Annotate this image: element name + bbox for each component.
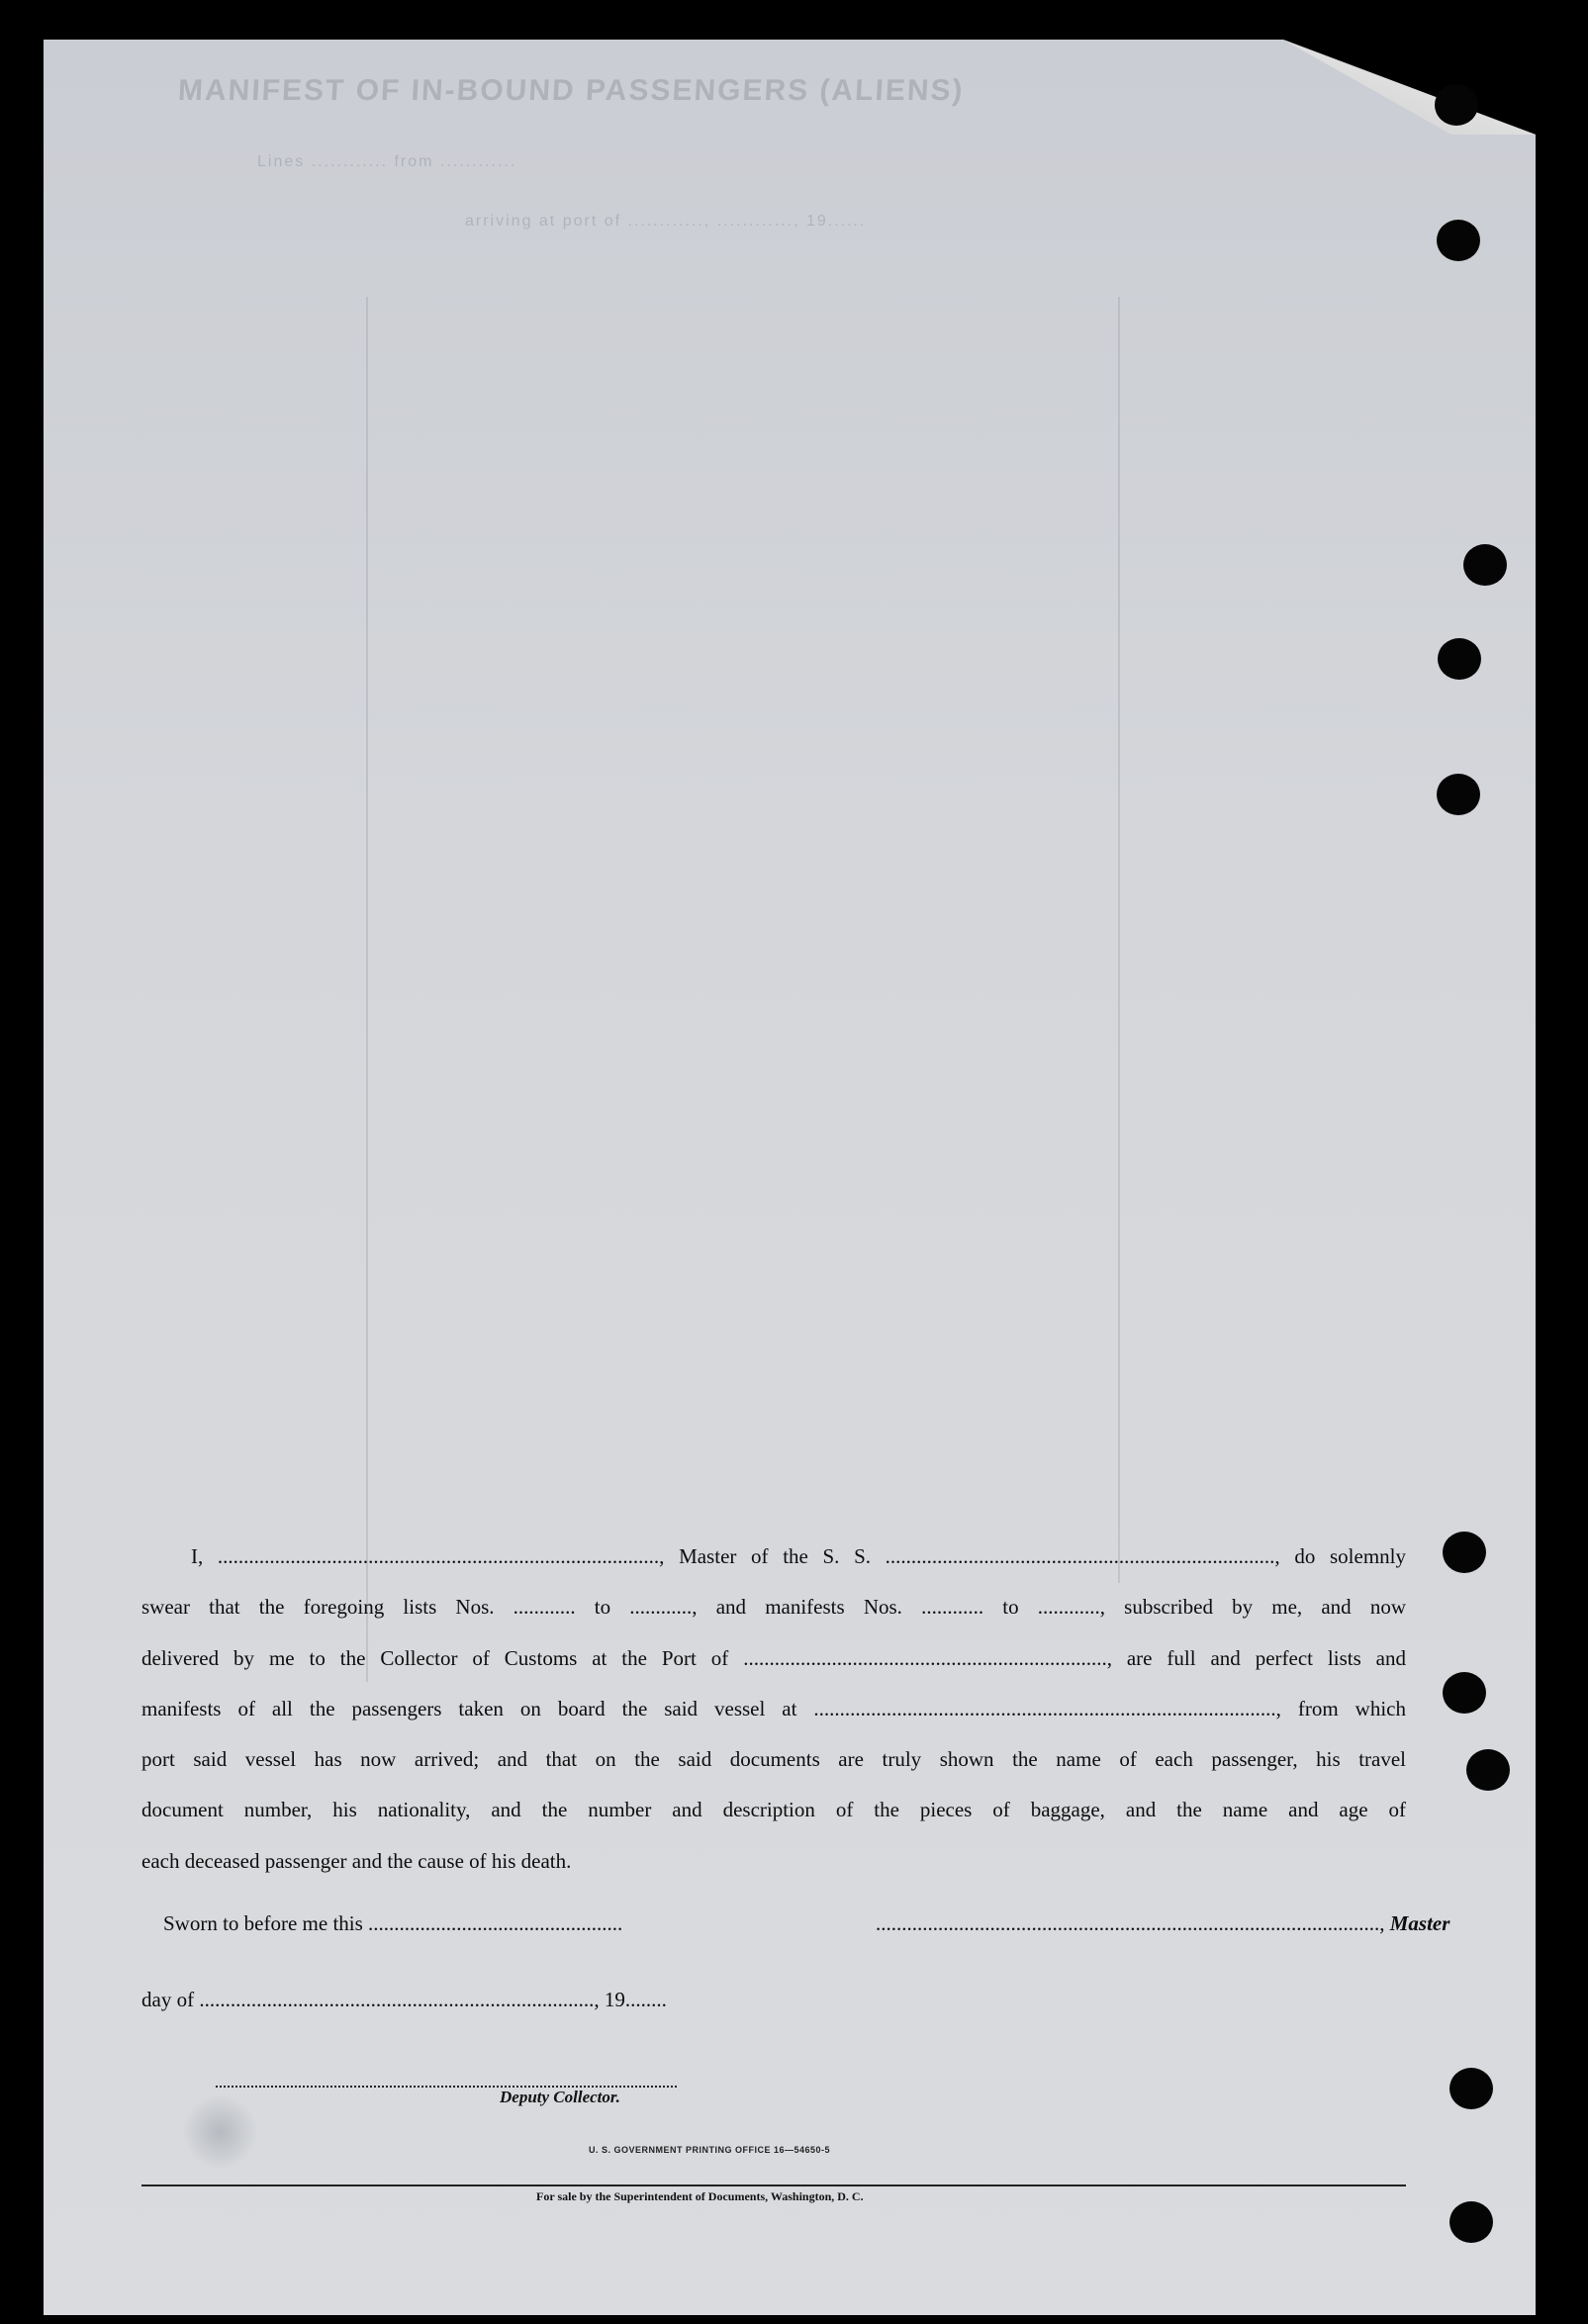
sworn-statement: Sworn to before me this ................................................. [163, 1911, 623, 1935]
master-label: Master [1389, 1911, 1450, 1935]
footer-rule [141, 2185, 1406, 2186]
punch-hole [1463, 544, 1507, 586]
declaration-line: delivered by me to the Collector of Customs at the Port of ......................................................................, are full and perfect lists and [141, 1645, 1406, 1670]
punch-hole [1466, 1749, 1510, 1791]
declaration-line: manifests of all the passengers taken on board the said vessel at ........................................................................................., from which [141, 1696, 1406, 1720]
punch-hole [1443, 1532, 1486, 1573]
master-signature-dots: ................................................................................................., [876, 1911, 1390, 1935]
declaration-line: I, ....................................................................................., Master of the S. S. ..........................................................................., do solemnly [191, 1544, 1406, 1568]
punch-hole [1435, 84, 1478, 126]
declaration-line: document number, his nationality, and the number and description of the pieces of baggage, and the name and age of [141, 1798, 1406, 1822]
punch-hole [1437, 774, 1480, 815]
faint-form-line1: Lines ............ from ............ [257, 153, 517, 170]
document-page [44, 40, 1536, 2315]
printing-office-imprint: U. S. GOVERNMENT PRINTING OFFICE 16—54650-5 [589, 2145, 831, 2155]
master-signature-line [876, 1911, 1449, 1936]
punch-hole [1437, 220, 1480, 261]
footer-sale-notice: For sale by the Superintendent of Documents, Washington, D. C. [536, 2189, 864, 2203]
punch-hole [1443, 1672, 1486, 1714]
declaration-line: swear that the foregoing lists Nos. ............ to ............, and manifests Nos. ............ to ............, subscribed by me, and now [141, 1595, 1406, 1620]
day-of-line: day of ............................................................................, 19........ [141, 1988, 667, 2011]
faint-form-line2: arriving at port of ............, ............, 19...... [465, 213, 867, 230]
punch-hole [1438, 638, 1481, 680]
faint-seal-stamp [183, 2092, 257, 2172]
deputy-collector-label: Deputy Collector. [500, 2088, 620, 2106]
punch-hole [1449, 2201, 1493, 2243]
declaration-line: port said vessel has now arrived; and that on the said documents are truly shown the name of each passenger, his travel [141, 1747, 1406, 1772]
masters-declaration [141, 1532, 1406, 1887]
faint-rule [366, 297, 368, 1682]
faint-rule [1118, 297, 1120, 1583]
faint-form-heading: MANIFEST OF IN-BOUND PASSENGERS (ALIENS) [177, 74, 966, 107]
declaration-line: each deceased passenger and the cause of his death. [141, 1848, 572, 1873]
punch-hole [1449, 2068, 1493, 2109]
